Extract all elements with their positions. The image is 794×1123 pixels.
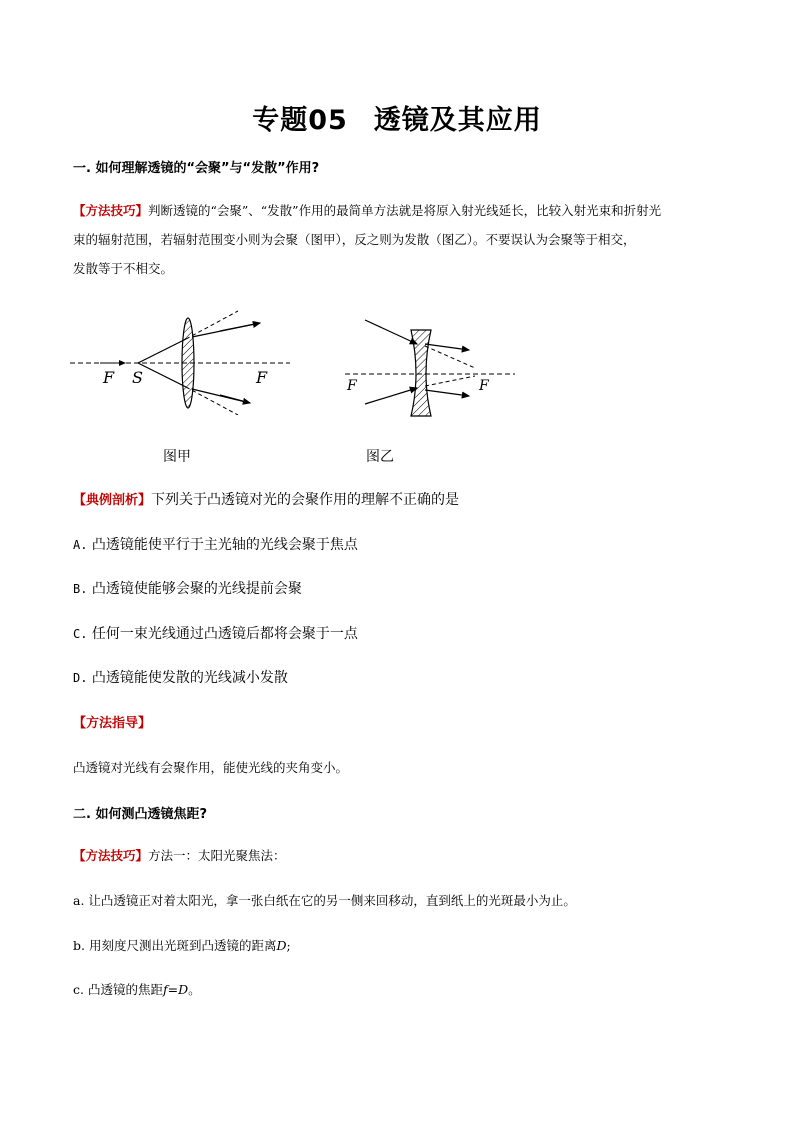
caption-figure-a: 图甲 [163, 449, 191, 465]
example-tag: 【典例剖析】 [73, 493, 152, 508]
method-line-2: 束的辐射范围，若辐射范围变小则为会聚（图甲），反之则为发散（图乙）。不要误认为会聚等于相交， [73, 232, 636, 247]
page-title [0, 98, 794, 137]
guide-text: 凸透镜对光线有会聚作用，能使光线的夹角变小。 [73, 760, 349, 775]
caption-figure-b: 图乙 [366, 449, 394, 465]
method-paragraph [73, 196, 733, 283]
refracted-ray-lower [220, 395, 250, 403]
label-f-right: F [479, 378, 489, 394]
option-a: A. 凸透镜能使平行于主光轴的光线会聚于焦点 [73, 537, 358, 553]
extension-lower [186, 387, 238, 415]
example-question: 【典例剖析】下列关于凸透镜对光的会聚作用的理解不正确的是 [73, 492, 460, 508]
incident-ray-upper [138, 339, 186, 363]
convex-lens [182, 318, 194, 408]
method-line-1: 【方法技巧】判断透镜的“会聚”、“发散”作用的最简单方法就是将原入射光线延长，比较入射光束和折射光 [73, 203, 662, 218]
incident-ray-upper [365, 320, 417, 344]
title-topic: 透镜及其应用 [373, 105, 542, 136]
option-b: B. 凸透镜使能够会聚的光线提前会聚 [73, 581, 302, 597]
concave-lens-diagram [345, 312, 520, 417]
refracted-ray-lower [425, 390, 469, 396]
title-number: 专题05 [252, 105, 348, 136]
incident-ray-lower [138, 363, 186, 387]
extension-lower [425, 376, 475, 386]
label-f-left: F [103, 368, 115, 387]
convex-lens-diagram [70, 305, 295, 415]
refracted-ray-upper [220, 323, 260, 331]
label-s: S [132, 368, 143, 387]
section-1-heading: 一. 如何理解透镜的“会聚”与“发散”作用? [73, 161, 320, 176]
option-d: D. 凸透镜能使发散的光线减小发散 [73, 670, 288, 686]
step-b: b. 用刻度尺测出光斑到凸透镜的距离D; [73, 938, 291, 953]
method-2-tag: 【方法技巧】 [73, 848, 149, 863]
option-c: C. 任何一束光线通过凸透镜后都将会聚于一点 [73, 626, 358, 642]
method-tag: 【方法技巧】 [73, 203, 149, 218]
method-line-3: 发散等于不相交。 [73, 261, 174, 276]
incident-ray-lower [365, 388, 417, 404]
section-2-heading: 二. 如何测凸透镜焦距? [73, 807, 208, 822]
label-f-left: F [347, 378, 357, 394]
step-c: c. 凸透镜的焦距f=D。 [73, 982, 201, 997]
step-a: a. 让凸透镜正对着太阳光，拿一张白纸在它的另一侧来回移动，直到纸上的光斑最小为止。 [73, 893, 576, 908]
label-f-right: F [256, 368, 268, 387]
method-2: 【方法技巧】方法一：太阳光聚焦法： [73, 848, 286, 863]
extension-upper [186, 311, 238, 339]
guide-tag: 【方法指导】 [73, 716, 152, 731]
